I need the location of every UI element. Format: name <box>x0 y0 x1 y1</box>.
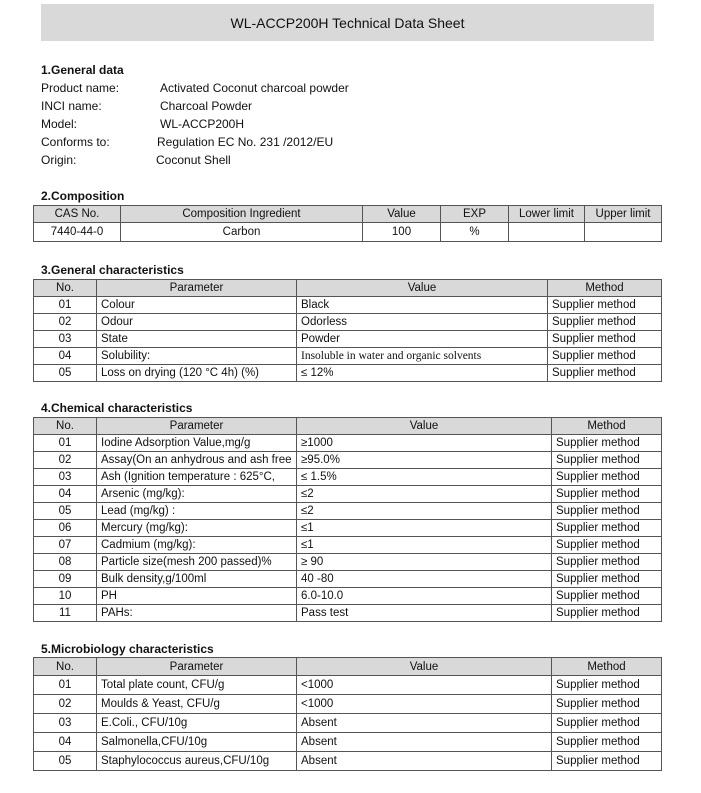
table-cell: Supplier method <box>552 503 662 520</box>
table-cell: 05 <box>34 365 97 382</box>
table-cell: Bulk density,g/100ml <box>97 571 297 588</box>
table-header-row <box>34 206 662 223</box>
table-cell: 01 <box>34 676 97 695</box>
table-cell: PAHs: <box>97 605 297 622</box>
table-cell: Carbon <box>121 223 363 242</box>
table-cell: Mercury (mg/kg): <box>97 520 297 537</box>
table-cell: % <box>441 223 509 242</box>
table-cell: ≤1 <box>297 537 552 554</box>
table-cell <box>585 223 662 242</box>
column-header: EXP <box>441 206 509 223</box>
table-cell: State <box>97 331 297 348</box>
table-cell: Moulds & Yeast, CFU/g <box>97 695 297 714</box>
column-header: No. <box>34 418 97 435</box>
column-header: Upper limit <box>585 206 662 223</box>
table-cell: Assay(On an anhydrous and ash free <box>97 452 297 469</box>
table-cell: 05 <box>34 752 97 771</box>
table-cell: 02 <box>34 695 97 714</box>
table-cell: Supplier method <box>548 314 662 331</box>
table-cell: Supplier method <box>552 695 662 714</box>
general-row-conforms-to <box>41 133 661 151</box>
table-cell: Pass test <box>297 605 552 622</box>
column-header: Composition Ingredient <box>121 206 363 223</box>
table-cell: Insoluble in water and organic solvents <box>297 348 548 365</box>
table-cell: ≤1 <box>297 520 552 537</box>
table-cell: Supplier method <box>552 486 662 503</box>
table-cell: Colour <box>97 297 297 314</box>
table-cell: <1000 <box>297 695 552 714</box>
table-row <box>34 365 662 382</box>
column-header: Value <box>363 206 441 223</box>
table-row <box>34 486 662 503</box>
table-cell: Absent <box>297 714 552 733</box>
table-cell: Supplier method <box>552 571 662 588</box>
general-label: Product name: <box>41 81 120 95</box>
table-row <box>34 752 662 771</box>
table-row <box>34 588 662 605</box>
table-cell: Absent <box>297 733 552 752</box>
table-cell: Supplier method <box>552 676 662 695</box>
table-row <box>34 469 662 486</box>
table-cell: 7440-44-0 <box>34 223 121 242</box>
table-row <box>34 733 662 752</box>
table-cell: Staphylococcus aureus,CFU/10g <box>97 752 297 771</box>
table-cell: 40 -80 <box>297 571 552 588</box>
table-cell: Absent <box>297 752 552 771</box>
table-header-row <box>34 658 662 676</box>
column-header: Method <box>552 658 662 676</box>
table-cell: Supplier method <box>552 714 662 733</box>
table-cell: 08 <box>34 554 97 571</box>
table-cell: Supplier method <box>552 588 662 605</box>
table-cell: Supplier method <box>552 554 662 571</box>
table-row <box>34 676 662 695</box>
column-header: CAS No. <box>34 206 121 223</box>
section-heading-composition: 2.Composition <box>41 189 125 203</box>
table-row <box>34 520 662 537</box>
general-row-model <box>41 115 661 133</box>
table-cell: 100 <box>363 223 441 242</box>
table-cell: 04 <box>34 486 97 503</box>
general-label: Model: <box>41 117 78 131</box>
general-row-product-name <box>41 79 661 97</box>
column-header: Lower limit <box>509 206 585 223</box>
table-cell: ≥95.0% <box>297 452 552 469</box>
column-header: No. <box>34 658 97 676</box>
composition-table <box>33 205 662 242</box>
table-cell: 02 <box>34 452 97 469</box>
column-header: Parameter <box>97 280 297 297</box>
table-cell: 02 <box>34 314 97 331</box>
table-cell: 06 <box>34 520 97 537</box>
general-value: Activated Coconut charcoal powder <box>160 81 349 95</box>
table-cell: Supplier method <box>548 297 662 314</box>
table-cell <box>509 223 585 242</box>
table-cell: Lead (mg/kg) : <box>97 503 297 520</box>
column-header: Value <box>297 418 552 435</box>
general-label: INCI name: <box>41 99 102 113</box>
table-cell: 09 <box>34 571 97 588</box>
table-cell: 10 <box>34 588 97 605</box>
table-cell: 04 <box>34 733 97 752</box>
column-header: Method <box>548 280 662 297</box>
table-row <box>34 297 662 314</box>
table-row <box>34 452 662 469</box>
table-cell: Salmonella,CFU/10g <box>97 733 297 752</box>
section-heading-microbiology-characteristics: 5.Microbiology characteristics <box>41 642 214 656</box>
table-cell: PH <box>97 588 297 605</box>
table-cell: 04 <box>34 348 97 365</box>
microbiology-characteristics-table <box>33 657 662 771</box>
column-header: Method <box>552 418 662 435</box>
column-header: Value <box>297 658 552 676</box>
table-cell: Ash (Ignition temperature : 625°C, <box>97 469 297 486</box>
column-header: Parameter <box>97 418 297 435</box>
table-cell: 03 <box>34 331 97 348</box>
table-cell: 11 <box>34 605 97 622</box>
document-title: WL-ACCP200H Technical Data Sheet <box>230 14 465 31</box>
table-header-row <box>34 418 662 435</box>
table-row <box>34 695 662 714</box>
table-cell: 05 <box>34 503 97 520</box>
table-cell: Supplier method <box>548 365 662 382</box>
table-cell: Solubility: <box>97 348 297 365</box>
table-row <box>34 348 662 365</box>
general-value: Charcoal Powder <box>160 99 253 113</box>
table-row <box>34 554 662 571</box>
table-cell: ≤ 1.5% <box>297 469 552 486</box>
column-header: No. <box>34 280 97 297</box>
table-cell: Supplier method <box>552 733 662 752</box>
table-cell: 01 <box>34 435 97 452</box>
table-row <box>34 571 662 588</box>
table-cell: Supplier method <box>552 520 662 537</box>
table-cell: Iodine Adsorption Value,mg/g <box>97 435 297 452</box>
table-cell: Supplier method <box>552 752 662 771</box>
table-cell: Particle size(mesh 200 passed)% <box>97 554 297 571</box>
table-row <box>34 605 662 622</box>
table-cell: <1000 <box>297 676 552 695</box>
table-row <box>34 314 662 331</box>
table-row <box>34 503 662 520</box>
table-cell: ≤ 12% <box>297 365 548 382</box>
table-cell: Odorless <box>297 314 548 331</box>
general-label: Conforms to: <box>41 135 110 149</box>
chemical-characteristics-table <box>33 417 662 622</box>
section-heading-chemical-characteristics: 4.Chemical characteristics <box>41 401 193 415</box>
general-characteristics-table <box>33 279 662 382</box>
column-header: Value <box>297 280 548 297</box>
table-cell: 07 <box>34 537 97 554</box>
table-cell: 03 <box>34 714 97 733</box>
table-cell: ≥ 90 <box>297 554 552 571</box>
general-value: Regulation EC No. 231 /2012/EU <box>157 135 334 149</box>
table-cell: 01 <box>34 297 97 314</box>
table-cell: Supplier method <box>552 469 662 486</box>
table-cell: Powder <box>297 331 548 348</box>
table-cell: Odour <box>97 314 297 331</box>
table-cell: Total plate count, CFU/g <box>97 676 297 695</box>
table-cell: Supplier method <box>552 605 662 622</box>
table-row <box>34 223 662 242</box>
table-cell: ≥1000 <box>297 435 552 452</box>
general-label: Origin: <box>41 153 77 167</box>
section-heading-general-data: 1.General data <box>41 63 124 77</box>
general-row-origin <box>41 151 661 169</box>
table-row <box>34 537 662 554</box>
column-header: Parameter <box>97 658 297 676</box>
table-cell: E.Coli., CFU/10g <box>97 714 297 733</box>
table-cell: Supplier method <box>552 435 662 452</box>
table-cell: Arsenic (mg/kg): <box>97 486 297 503</box>
table-row <box>34 435 662 452</box>
section-heading-general-characteristics: 3.General characteristics <box>41 263 184 277</box>
table-cell: Supplier method <box>548 348 662 365</box>
table-cell: Supplier method <box>552 537 662 554</box>
table-cell: 6.0-10.0 <box>297 588 552 605</box>
table-cell: Cadmium (mg/kg): <box>97 537 297 554</box>
table-cell: Supplier method <box>548 331 662 348</box>
table-row <box>34 714 662 733</box>
general-row-inci-name <box>41 97 661 115</box>
table-cell: Supplier method <box>552 452 662 469</box>
general-value: Coconut Shell <box>156 153 231 167</box>
table-header-row <box>34 280 662 297</box>
table-cell: Loss on drying (120 °C 4h) (%) <box>97 365 297 382</box>
table-cell: ≤2 <box>297 503 552 520</box>
table-row <box>34 331 662 348</box>
general-value: WL-ACCP200H <box>160 117 245 131</box>
document-title-banner <box>41 4 654 41</box>
table-cell: 03 <box>34 469 97 486</box>
table-cell: Black <box>297 297 548 314</box>
table-cell: ≤2 <box>297 486 552 503</box>
